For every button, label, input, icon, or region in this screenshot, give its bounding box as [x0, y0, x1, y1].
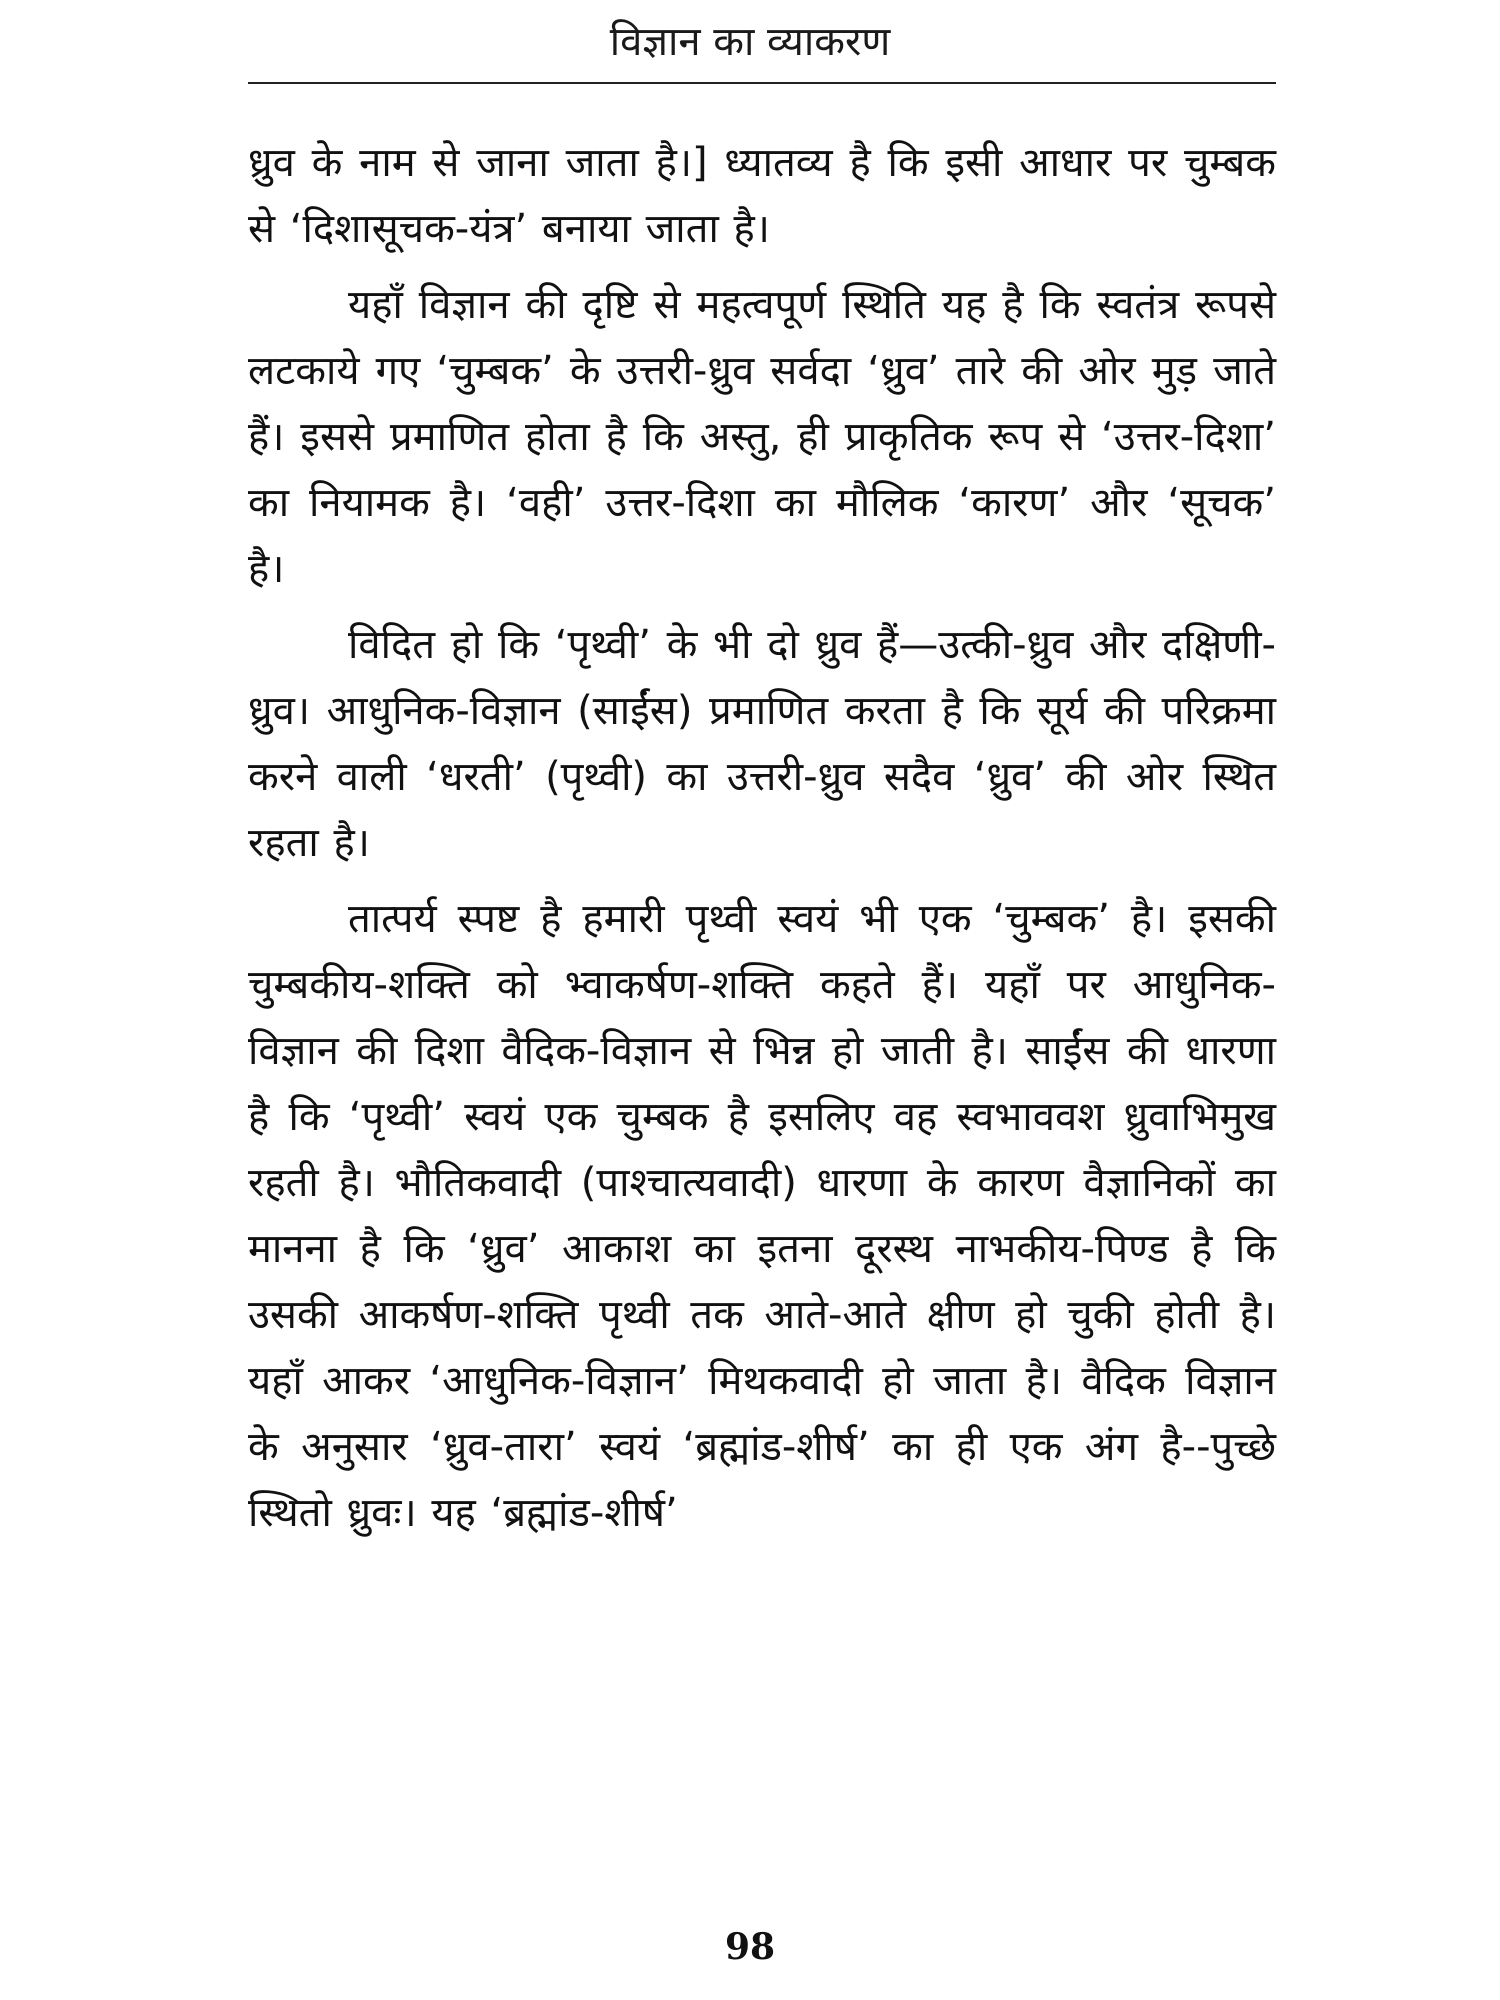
paragraph-2: यहाँ विज्ञान की दृष्टि से महत्वपूर्ण स्थिति यह है कि स्वतंत्र रूपसे लटकाये गए ‘चुम्बक’ के उत्तरी-ध्रुव सर्वदा ‘ध्रुव’ तारे की ओर मुड़ जाते हैं। इससे प्रमाणित होता है कि अस्तु, ही प्राकृतिक रूप से ‘उत्तर-दिशा’ का नियामक है। ‘वही’ उत्तर-दिशा का मौलिक ‘कारण’ और ‘सूचक’ है।: [248, 282, 1276, 592]
page-number: 98: [724, 1926, 776, 1968]
paragraph-1: ध्रुव के नाम से जाना जाता है।] ध्यातव्य है कि इसी आधार पर चुम्बक से ‘दिशासूचक-यंत्र’ बनाया जाता है।: [248, 140, 1276, 252]
body-text: [248, 130, 1276, 1552]
running-header-title: विज्ञान का व्याकरण: [609, 19, 891, 65]
header-rule-divider: [248, 82, 1276, 84]
paragraph-3: विदित हो कि ‘पृथ्वी’ के भी दो ध्रुव हैं—उत्की-ध्रुव और दक्षिणी-ध्रुव। आधुनिक-विज्ञान (साईंस) प्रमाणित करता है कि सूर्य की परिक्रमा करने वाली ‘धरती’ (पृथ्वी) का उत्तरी-ध्रुव सदैव ‘ध्रुव’ की ओर स्थित रहता है।: [248, 622, 1276, 866]
paragraph-4: तात्पर्य स्पष्ट है हमारी पृथ्वी स्वयं भी एक ‘चुम्बक’ है। इसकी चुम्बकीय-शक्ति को भ्वाकर्षण-शक्ति कहते हैं। यहाँ पर आधुनिक-विज्ञान की दिशा वैदिक-विज्ञान से भिन्न हो जाती है। साईंस की धारणा है कि ‘पृथ्वी’ स्वयं एक चुम्बक है इसलिए वह स्वभाववश ध्रुवाभिमुख रहती है। भौतिकवादी (पाश्चात्यवादी) धारणा के कारण वैज्ञानिकों का मानना है कि ‘ध्रुव’ आकाश का इतना दूरस्थ नाभकीय-पिण्ड है कि उसकी आकर्षण-शक्ति पृथ्वी तक आते-आते क्षीण हो चुकी होती है। यहाँ आकर ‘आधुनिक-विज्ञान’ मिथकवादी हो जाता है। वैदिक विज्ञान के अनुसार ‘ध्रुव-तारा’ स्वयं ‘ब्रह्मांड-शीर्ष’ का ही एक अंग है--पुच्छे स्थितो ध्रुवः। यह ‘ब्रह्मांड-शीर्ष’: [248, 896, 1276, 1536]
